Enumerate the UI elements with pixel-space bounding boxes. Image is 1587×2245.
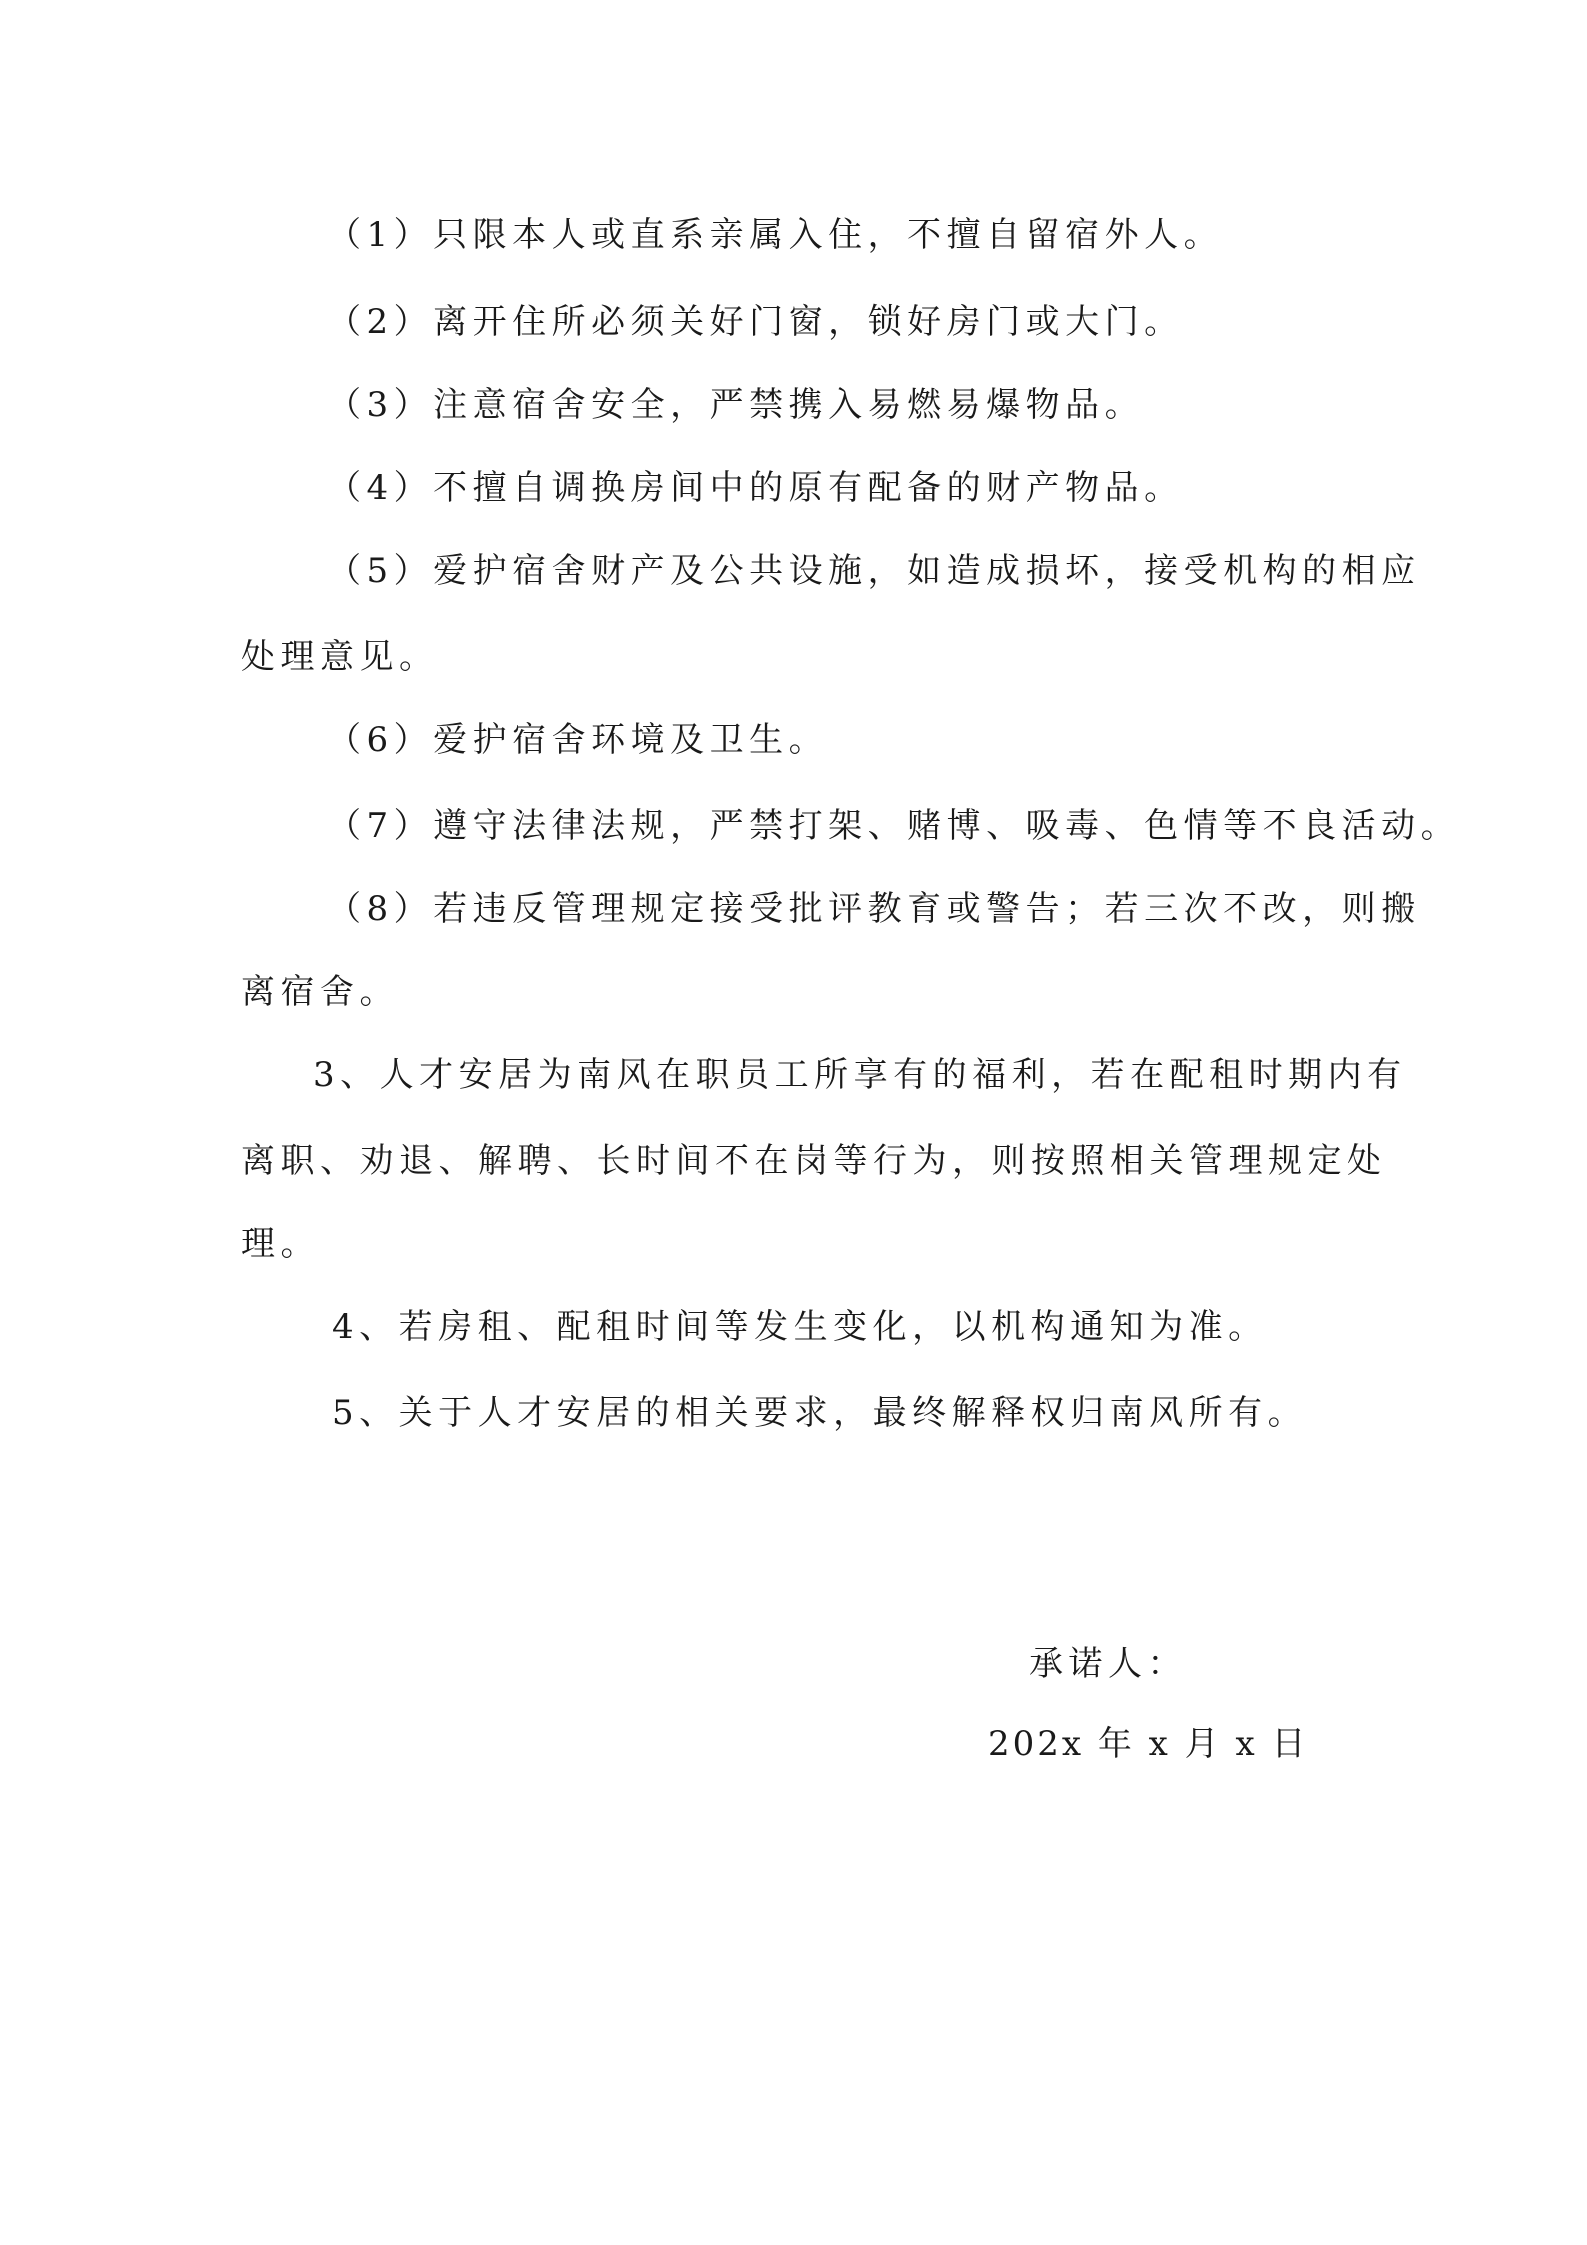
clause-5-line-1: （5）爱护宿舍财产及公共设施，如造成损坏，接受机构的相应 (327, 551, 1421, 591)
clause-7: （7）遵守法律法规，严禁打架、赌博、吸毒、色情等不良活动。 (327, 806, 1461, 846)
clause-8-line-2: 离宿舍。 (241, 972, 399, 1012)
item-3-line-1: 3、人才安居为南风在职员工所享有的福利，若在配租时期内有 (313, 1055, 1407, 1095)
clause-5-line-2: 处理意见。 (241, 637, 439, 677)
clause-3: （3）注意宿舍安全，严禁携入易燃易爆物品。 (327, 385, 1145, 425)
signature-label: 承诺人： (1029, 1644, 1187, 1684)
clause-6: （6）爱护宿舍环境及卫生。 (327, 720, 829, 760)
signature-date: 202x 年 x 月 x 日 (988, 1724, 1309, 1764)
item-3-line-2: 离职、劝退、解聘、长时间不在岗等行为，则按照相关管理规定处 (241, 1141, 1387, 1181)
clause-2: （2）离开住所必须关好门窗，锁好房门或大门。 (327, 302, 1184, 342)
clause-8-line-1: （8）若违反管理规定接受批评教育或警告；若三次不改，则搬 (327, 889, 1421, 929)
clause-1: （1）只限本人或直系亲属入住，不擅自留宿外人。 (327, 215, 1224, 255)
item-3-line-3: 理。 (241, 1224, 320, 1264)
item-5: 5、关于人才安居的相关要求，最终解释权归南风所有。 (332, 1393, 1308, 1433)
clause-4: （4）不擅自调换房间中的原有配备的财产物品。 (327, 468, 1184, 508)
item-4: 4、若房租、配租时间等发生变化，以机构通知为准。 (332, 1307, 1268, 1347)
